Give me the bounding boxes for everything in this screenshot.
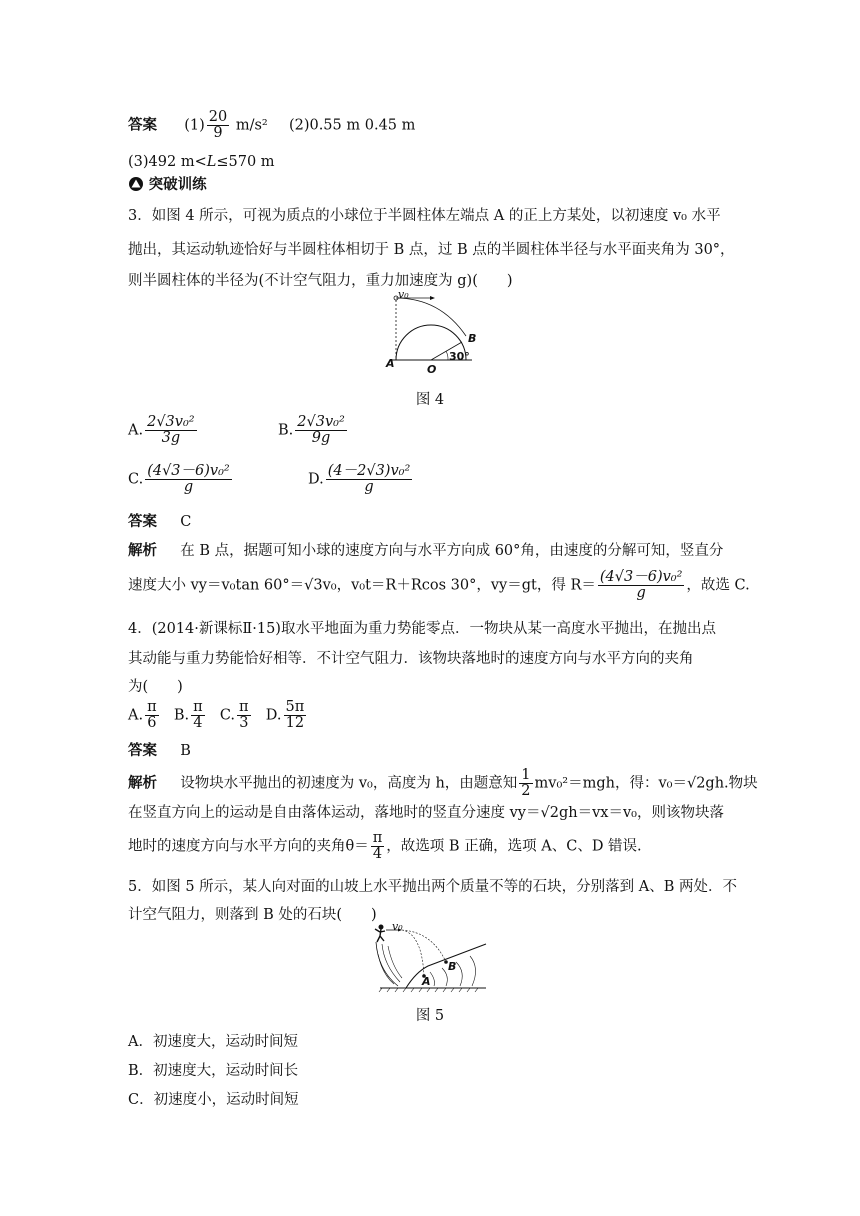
analysis-text: 在 B 点，据题可知小球的速度方向与水平方向成 60°角，由速度的分解可知，竖直分 <box>180 543 724 559</box>
q5-line1: 5．如图 5 所示，某人向对面的山坡上水平抛出两个质量不等的石块，分别落到 A、B 两处．不 <box>128 879 738 895</box>
answer-label: 答案 <box>128 743 157 759</box>
figure-4-label-angle: 30° <box>449 350 470 363</box>
analysis-text: mv₀²＝mgh，得：v₀＝√2gh.物块 <box>534 775 758 792</box>
fraction-denominator: 3g <box>161 430 181 446</box>
answer-label: 答案 <box>128 117 157 134</box>
analysis-label: 解析 <box>128 775 157 792</box>
answer-label: 答案 <box>128 514 157 530</box>
fraction-denominator: 6 <box>147 715 157 731</box>
figure-4-label-o: O <box>427 363 437 376</box>
fraction-denominator: 4 <box>372 846 383 862</box>
answer-part1-prefix: (1) <box>184 117 205 134</box>
q3-analysis-line2 <box>128 570 750 601</box>
fraction-denominator: g <box>364 479 374 495</box>
triangle-circle-icon <box>128 176 144 198</box>
answer-value: B <box>180 743 191 759</box>
prev-answer-part3 <box>128 152 275 172</box>
q3-option-d <box>308 464 414 495</box>
section-title: 突破训练 <box>148 177 207 193</box>
q4-analysis-line2: 在竖直方向上的运动是自由落体运动，落地时的竖直分速度 vy＝√2gh＝vx＝v₀，则该物块落 <box>128 805 724 821</box>
fraction-denominator: 9 <box>213 125 223 141</box>
fraction-denominator: 3 <box>239 715 249 731</box>
analysis-text: ，故选项 B 正确，选项 A、C、D 错误. <box>386 838 642 855</box>
analysis-text: 地时的速度方向与水平方向的夹角θ＝ <box>128 838 369 855</box>
fraction-numerator: 1 <box>521 767 531 783</box>
figure-5-label-a: A <box>422 975 431 988</box>
fraction-numerator: (4－2√3)v₀² <box>327 463 411 479</box>
fraction-denominator: g <box>636 585 646 601</box>
q3-line2: 抛出，其运动轨迹恰好与半圆柱体相切于 B 点，过 B 点的半圆柱体半径与水平面夹角为 30°， <box>128 242 735 258</box>
q4-analysis-line1 <box>128 768 758 799</box>
fraction-denominator: 9g <box>311 430 331 446</box>
q4-line1: 4．(2014·新课标Ⅱ·15)取水平地面为重力势能零点．一物块从某一高度水平抛出，在抛出点 <box>128 621 716 637</box>
fraction-numerator: π <box>193 699 203 715</box>
q4-options <box>128 700 308 731</box>
figure-4-label-a: A <box>386 357 395 370</box>
figure-4-caption: 图 4 <box>415 392 445 408</box>
fraction-numerator: 5π <box>285 699 305 715</box>
q4-answer <box>128 741 191 761</box>
option-label: B. <box>278 422 294 439</box>
q3-analysis-line1 <box>128 541 723 561</box>
figure-5-diagram <box>372 920 492 998</box>
figure-4-label-b: B <box>468 332 477 345</box>
fraction-numerator: (4√3－6)v₀² <box>147 463 230 479</box>
answer-part2: (2)0.55 m 0.45 m <box>288 117 416 134</box>
q4-analysis-line3 <box>128 831 642 862</box>
option-label: C. <box>219 707 236 724</box>
figure-5-label-v0: v₀ <box>392 920 403 933</box>
answer-part3-a: (3)492 m< <box>128 154 207 170</box>
figure-4-label-v0: v₀ <box>398 288 409 301</box>
q3-option-c <box>128 464 234 495</box>
option-label: C. <box>128 471 144 488</box>
answer-part1-fraction <box>207 110 229 141</box>
figure-5-caption: 图 5 <box>415 1008 445 1024</box>
fraction-denominator: 2 <box>521 783 531 799</box>
q3-option-b <box>278 415 349 446</box>
fraction-numerator: π <box>147 699 157 715</box>
fraction-numerator: 20 <box>208 109 228 125</box>
option-label: A. <box>128 707 144 724</box>
q4-line3: 为( ) <box>128 679 183 695</box>
fraction-numerator: π <box>372 830 383 846</box>
q5-option-c: C．初速度小，运动时间短 <box>128 1092 299 1108</box>
q4-line2: 其动能与重力势能恰好相等．不计空气阻力．该物块落地时的速度方向与水平方向的夹角 <box>128 651 694 667</box>
fraction-numerator: 2√3v₀² <box>297 414 345 430</box>
q3-line1: 3．如图 4 所示，可视为质点的小球位于半圆柱体左端点 A 的正上方某处，以初速度 v₀ 水平 <box>128 208 721 224</box>
q5-line2: 计空气阻力，则落到 B 处的石块( ) <box>128 907 377 923</box>
analysis-text: ，故选 C. <box>686 577 750 594</box>
q3-option-a <box>128 415 199 446</box>
option-label: A. <box>128 422 144 439</box>
q3-answer <box>128 512 191 532</box>
q3-line3: 则半圆柱体的半径为(不计空气阻力，重力加速度为 g)( ) <box>128 273 513 289</box>
analysis-text: 设物块水平抛出的初速度为 v₀，高度为 h，由题意知 <box>180 775 518 792</box>
fraction-denominator: g <box>183 479 194 495</box>
answer-part3-var: L <box>206 154 217 170</box>
q5-option-b: B．初速度大，运动时间长 <box>128 1063 299 1079</box>
option-label: D. <box>265 707 282 724</box>
fraction-numerator: π <box>239 699 249 715</box>
figure-5-label-b: B <box>448 960 457 973</box>
prev-answer <box>128 110 415 141</box>
fraction-numerator: (4√3－6)v₀² <box>599 569 683 585</box>
fraction-denominator: 12 <box>285 715 305 731</box>
analysis-label: 解析 <box>128 543 157 559</box>
option-label: D. <box>308 471 324 488</box>
fraction-numerator: 2√3v₀² <box>147 414 195 430</box>
fraction-denominator: 4 <box>193 715 203 731</box>
analysis-text: 速度大小 vy＝v₀tan 60°＝√3v₀，v₀t＝R＋Rcos 30°，vy＝gt，得 R＝ <box>128 577 596 594</box>
q5-option-a: A．初速度大，运动时间短 <box>128 1034 298 1050</box>
answer-part3-b: ≤570 m <box>216 154 275 170</box>
answer-value: C <box>180 514 192 530</box>
section-header <box>128 175 207 198</box>
answer-part1-unit: m/s² <box>235 117 268 134</box>
option-label: B. <box>173 707 190 724</box>
